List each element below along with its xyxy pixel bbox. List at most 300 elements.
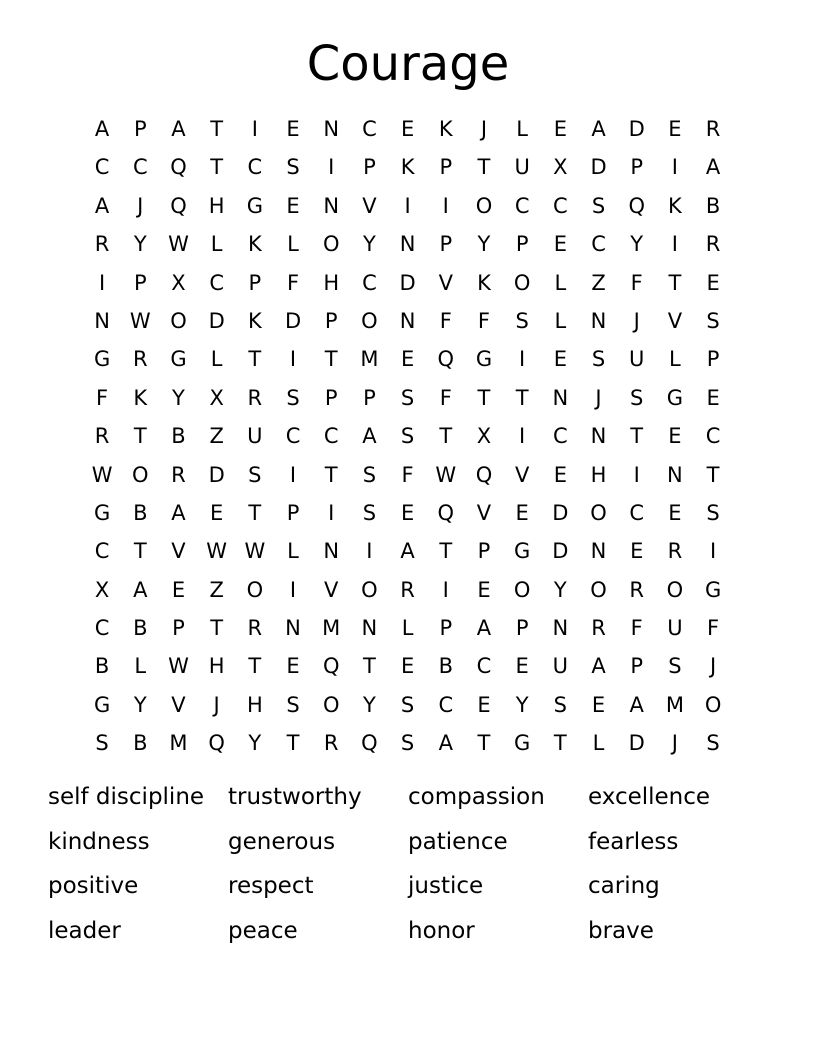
grid-letter: G [93,500,111,525]
grid-letter: L [554,270,567,295]
grid-letter: N [667,462,683,487]
grid-letter: J [709,654,717,679]
grid-letter: W [244,539,266,564]
grid-letter: C [514,193,530,218]
grid-letter: S [706,500,720,525]
grid-letter: P [630,155,644,180]
grid-letter: J [671,731,678,756]
grid-letter: T [248,654,262,679]
page-title: Courage [306,36,510,92]
grid-letter: R [400,577,415,602]
grid-letter: U [629,347,645,372]
grid-letter: P [133,270,147,295]
grid-letter: E [591,692,606,717]
grid-letter: E [515,500,529,525]
grid-letter: N [590,424,607,449]
grid-letter: P [363,385,376,410]
grid-letter: M [360,347,379,372]
grid-letter: I [366,539,373,564]
grid-letter: M [665,692,684,717]
grid-letter: J [213,692,220,717]
grid-letter: N [399,308,416,333]
grid-letter: E [171,577,186,602]
grid-letter: D [399,270,416,295]
grid-letter: C [553,424,568,449]
grid-letter: D [552,539,569,564]
grid-letter: D [284,308,302,333]
grid-letter: V [514,462,530,487]
grid-letter: P [133,117,147,141]
grid-letter: R [94,424,110,449]
grid-row [83,148,733,186]
grid-letter: T [210,117,224,141]
word-bank-item: kindness [48,828,150,855]
grid-letter: L [669,347,681,372]
grid-letter: Y [133,692,147,717]
grid-letter: O [322,692,340,717]
grid-letter: G [246,193,263,218]
grid-letter: O [704,692,722,717]
grid-letter: C [94,539,110,564]
grid-letter: E [706,270,720,295]
grid-letter: C [362,117,377,141]
grid-letter: M [322,616,341,641]
grid-letter: E [477,692,491,717]
letter-grid [83,110,733,763]
grid-letter: S [400,692,415,717]
grid-letter: C [553,193,568,218]
word-bank-item: peace [228,917,298,944]
grid-letter: O [246,577,264,602]
grid-letter: L [554,308,567,333]
grid-letter: H [246,692,263,717]
grid-letter: S [400,424,415,449]
grid-letter: K [438,117,453,141]
grid-row [83,264,733,302]
grid-letter: V [667,308,683,333]
grid-letter: R [705,232,721,257]
grid-row [83,225,733,263]
grid-row [83,379,733,417]
grid-letter: S [286,385,300,410]
grid-letter: F [401,462,414,487]
grid-letter: S [706,731,720,756]
grid-letter: C [476,654,492,679]
grid-row [83,340,733,378]
word-bank-item: trustworthy [228,784,362,810]
grid-letter: X [209,385,224,410]
grid-letter: G [514,539,531,564]
grid-letter: N [552,385,569,410]
grid-letter: T [439,424,453,449]
grid-letter: P [363,155,376,180]
grid-letter: N [361,616,378,641]
grid-letter: U [247,424,263,449]
grid-letter: L [287,539,299,564]
grid-letter: L [287,232,299,257]
grid-row [83,571,733,609]
grid-letter: T [324,347,338,372]
grid-letter: T [248,347,262,372]
grid-row [83,302,733,340]
grid-letter: A [476,616,492,641]
grid-letter: P [324,308,338,333]
grid-letter: O [322,232,340,257]
grid-letter: U [667,616,683,641]
grid-letter: D [208,308,225,333]
grid-letter: Q [475,462,493,487]
grid-letter: V [438,270,453,295]
grid-row [83,417,733,455]
grid-letter: C [94,155,110,180]
grid-letter: I [633,462,640,487]
word-bank-item: positive [48,873,139,899]
grid-letter: T [630,424,644,449]
grid-letter: A [133,577,148,602]
grid-letter: X [94,577,110,602]
grid-letter: H [208,193,225,218]
grid-letter: I [98,270,106,295]
grid-row [83,494,733,532]
grid-letter: P [477,539,491,564]
grid-letter: O [170,308,187,333]
grid-letter: R [247,616,263,641]
grid-letter: E [553,232,567,257]
grid-letter: F [477,308,491,333]
grid-letter: B [705,193,721,218]
grid-letter: E [630,539,644,564]
grid-letter: O [475,193,493,218]
grid-letter: K [400,155,415,180]
grid-letter: R [132,347,148,372]
grid-letter: Y [133,232,147,257]
grid-letter: P [515,232,529,257]
grid-letter: B [171,424,186,449]
grid-letter: X [553,155,568,180]
grid-letter: L [134,654,147,679]
grid-letter: D [628,731,645,756]
grid-letter: I [442,577,449,602]
grid-letter: Z [209,577,224,602]
grid-letter: E [553,347,567,372]
word-bank [48,778,788,956]
grid-letter: V [171,539,186,564]
grid-letter: A [591,654,606,679]
grid-letter: W [91,462,113,487]
grid-letter: Q [437,347,455,372]
grid-letter: Q [170,155,187,180]
grid-letter: I [671,232,678,257]
grid-letter: W [168,232,189,257]
grid-letter: F [630,270,643,295]
grid-letter: I [289,347,297,372]
grid-letter: O [590,500,607,525]
word-bank-item: brave [588,917,654,944]
grid-letter: F [630,616,643,641]
grid-letter: S [706,308,720,333]
grid-letter: A [400,539,415,564]
grid-letter: J [480,117,488,141]
grid-letter: I [289,577,297,602]
grid-letter: E [706,385,720,410]
grid-letter: C [94,616,110,641]
grid-letter: G [93,347,111,372]
grid-letter: E [210,500,224,525]
grid-letter: R [247,385,263,410]
grid-letter: S [515,308,529,333]
grid-letter: J [595,385,602,410]
grid-row [83,724,733,762]
grid-letter: K [247,308,262,333]
grid-letter: T [668,270,682,295]
grid-letter: C [705,424,721,449]
grid-letter: O [666,577,684,602]
grid-letter: P [706,347,720,372]
word-bank-item: excellence [588,784,711,810]
grid-letter: W [168,654,189,679]
grid-letter: N [94,308,110,333]
grid-letter: V [171,692,186,717]
grid-letter: A [94,193,110,218]
grid-letter: T [248,500,262,525]
grid-letter: I [289,462,297,487]
grid-letter: E [553,462,567,487]
grid-letter: R [591,616,606,641]
grid-letter: R [323,731,339,756]
grid-letter: I [328,500,335,525]
grid-letter: K [668,193,682,218]
grid-letter: A [171,117,186,141]
grid-letter: S [400,731,415,756]
grid-letter: E [553,117,567,141]
grid-letter: E [477,577,491,602]
grid-letter: S [668,654,682,679]
grid-letter: E [668,500,682,525]
grid-letter: Y [172,385,185,410]
grid-letter: Y [362,692,376,717]
grid-letter: V [362,193,377,218]
grid-letter: T [477,385,491,410]
grid-letter: S [553,692,568,717]
grid-letter: U [552,654,569,679]
grid-letter: N [323,193,340,218]
grid-letter: O [590,577,607,602]
grid-letter: B [94,654,110,679]
grid-letter: E [400,117,415,141]
grid-letter: A [705,155,721,180]
grid-letter: N [552,616,569,641]
grid-letter: W [435,462,457,487]
word-bank-item: honor [408,917,475,944]
grid-letter: X [476,424,492,449]
grid-letter: G [475,347,493,372]
grid-letter: R [94,232,110,257]
grid-letter: I [709,539,717,564]
grid-letter: S [248,462,262,487]
grid-row [83,187,733,225]
grid-letter: T [553,731,567,756]
grid-letter: A [591,117,606,141]
grid-letter: V [324,577,339,602]
grid-letter: R [171,462,186,487]
grid-letter: N [323,117,340,141]
grid-letter: T [210,616,224,641]
grid-letter: T [477,155,491,180]
grid-letter: C [285,424,301,449]
grid-letter: O [132,462,149,487]
grid-letter: I [519,347,526,372]
grid-letter: I [404,193,411,218]
grid-letter: S [362,462,377,487]
word-bank-item: self discipline [48,784,205,810]
grid-letter: L [210,347,223,372]
grid-letter: P [172,616,185,641]
grid-letter: F [707,616,720,641]
grid-letter: P [439,155,453,180]
grid-letter: L [210,232,223,257]
grid-letter: W [129,308,151,333]
grid-letter: Y [477,232,491,257]
grid-letter: L [592,731,605,756]
grid-letter: K [247,232,262,257]
grid-letter: I [442,193,449,218]
grid-letter: K [133,385,148,410]
grid-letter: T [324,462,338,487]
grid-letter: P [324,385,338,410]
grid-letter: Y [362,232,376,257]
grid-letter: T [515,385,529,410]
grid-letter: A [171,500,186,525]
grid-letter: O [513,270,531,295]
grid-letter: Y [515,692,529,717]
grid-letter: T [362,654,376,679]
grid-letter: T [439,539,453,564]
grid-letter: T [210,155,224,180]
word-bank-item: compassion [408,784,545,810]
grid-letter: L [516,117,528,141]
grid-letter: N [399,232,416,257]
word-bank-item: leader [48,917,121,944]
grid-letter: Y [553,577,567,602]
grid-letter: F [286,270,300,295]
grid-letter: W [206,539,228,564]
grid-letter: Y [630,232,644,257]
grid-letter: G [93,692,111,717]
grid-letter: Q [628,193,645,218]
grid-letter: J [137,193,144,218]
grid-letter: I [519,424,526,449]
grid-letter: P [286,500,300,525]
grid-letter: R [667,539,683,564]
grid-letter: T [477,731,491,756]
grid-letter: U [514,155,530,180]
word-bank-item: patience [408,828,508,855]
grid-letter: E [515,654,529,679]
grid-letter: N [323,539,340,564]
grid-letter: S [400,385,415,410]
grid-letter: O [513,577,531,602]
grid-letter: B [438,654,453,679]
grid-row [83,609,733,647]
grid-letter: K [477,270,491,295]
grid-letter: S [286,155,300,180]
grid-letter: P [248,270,262,295]
grid-letter: C [362,270,377,295]
grid-letter: L [401,616,414,641]
grid-letter: O [361,308,378,333]
grid-letter: R [629,577,645,602]
grid-letter: Z [209,424,224,449]
grid-row [83,647,733,685]
grid-letter: R [705,117,721,141]
grid-letter: E [286,193,300,218]
grid-letter: C [209,270,224,295]
grid-letter: I [251,117,258,141]
grid-letter: S [591,193,606,218]
grid-letter: S [286,692,300,717]
grid-letter: T [133,539,147,564]
grid-letter: G [170,347,187,372]
grid-letter: A [629,692,644,717]
grid-letter: Q [437,500,455,525]
grid-letter: V [476,500,492,525]
grid-letter: D [552,500,569,525]
grid-letter: C [132,155,148,180]
grid-letter: F [439,385,452,410]
grid-letter: D [590,155,607,180]
grid-letter: C [323,424,339,449]
grid-letter: Q [361,731,378,756]
grid-letter: F [96,385,109,410]
grid-letter: B [133,616,148,641]
grid-letter: C [591,232,606,257]
grid-letter: S [362,500,377,525]
grid-letter: M [169,731,188,756]
grid-letter: T [133,424,147,449]
grid-letter: S [630,385,644,410]
grid-letter: G [704,577,722,602]
grid-row [83,686,733,724]
grid-letter: Z [591,270,606,295]
grid-letter: Q [170,193,187,218]
grid-letter: S [591,347,606,372]
grid-letter: T [706,462,720,487]
grid-row [83,532,733,570]
grid-letter: Q [322,654,340,679]
grid-row [83,456,733,494]
grid-letter: H [590,462,607,487]
grid-letter: D [208,462,225,487]
grid-letter: P [515,616,529,641]
grid-letter: I [328,155,335,180]
grid-letter: X [171,270,186,295]
grid-letter: E [286,117,300,141]
grid-letter: A [362,424,377,449]
grid-letter: F [439,308,452,333]
grid-letter: H [208,654,225,679]
grid-letter: C [247,155,263,180]
grid-letter: E [400,347,415,372]
grid-letter: O [361,577,378,602]
grid-letter: G [666,385,684,410]
grid-letter: C [629,500,645,525]
grid-letter: T [286,731,300,756]
grid-letter: E [668,424,682,449]
grid-letter: P [439,616,453,641]
grid-letter: N [590,308,607,333]
grid-letter: A [94,117,110,141]
word-bank-item: justice [408,873,484,899]
